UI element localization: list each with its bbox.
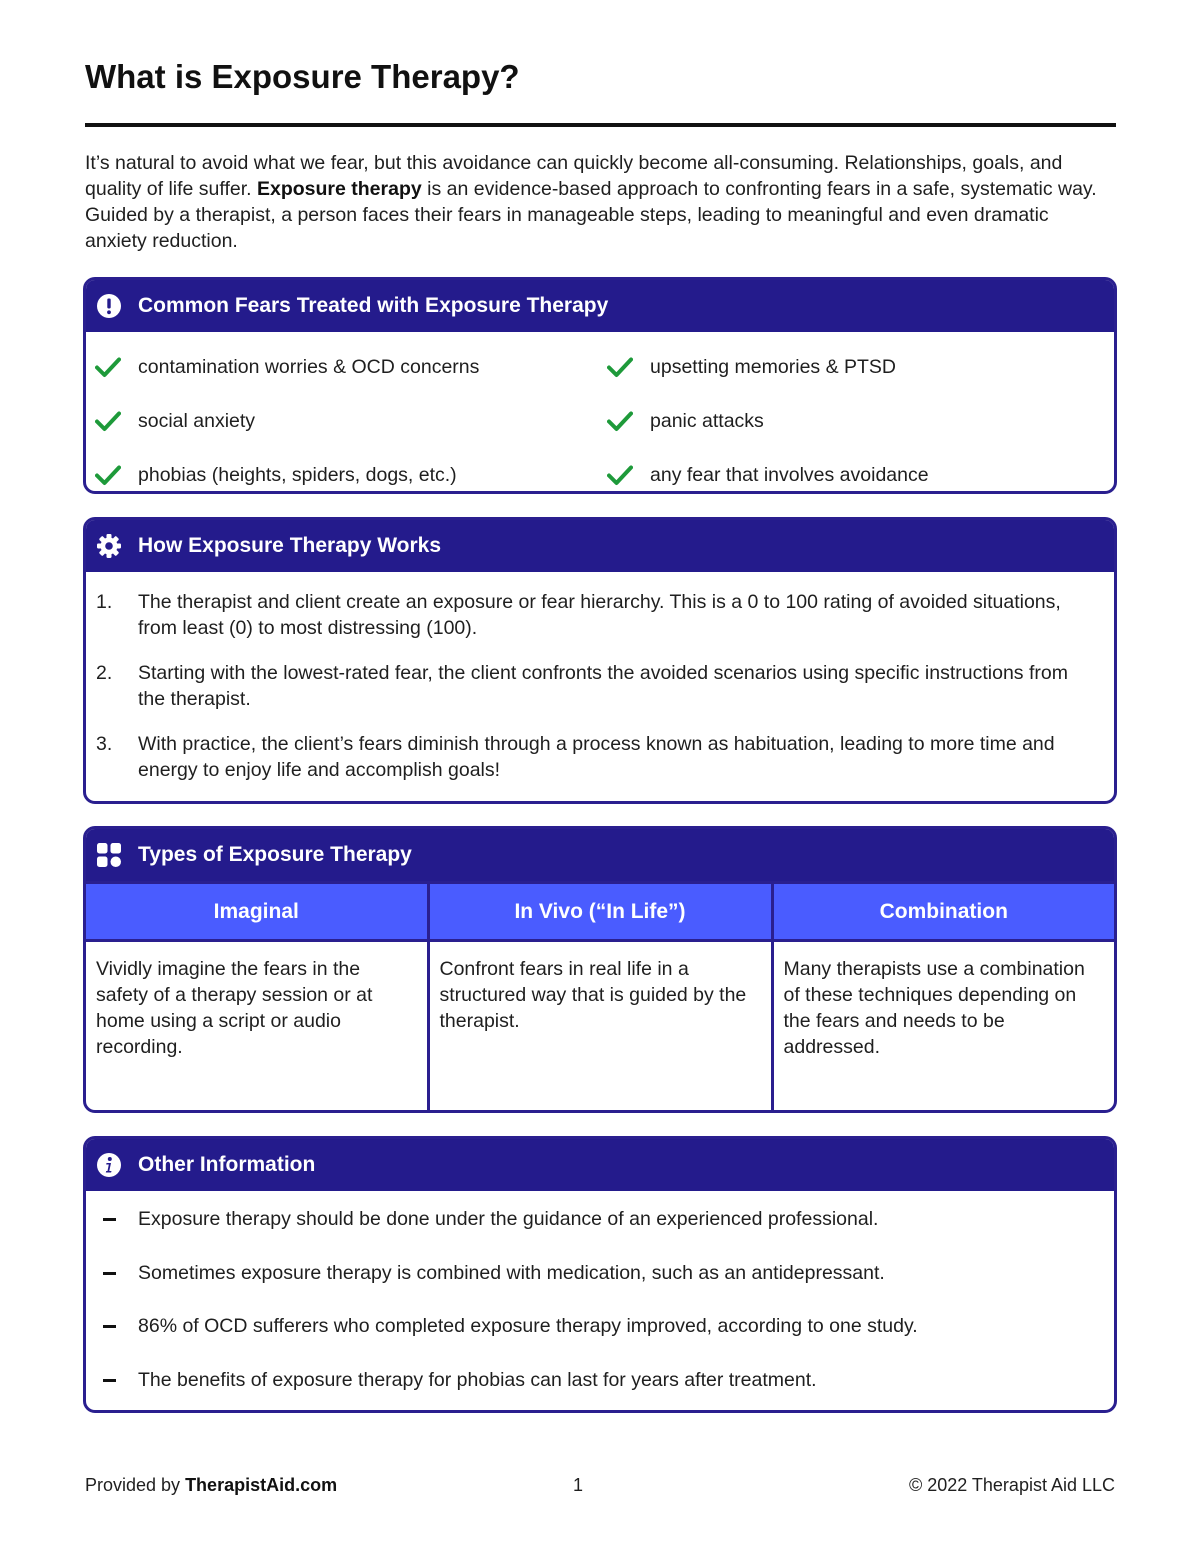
footer-provided-label: Provided by	[85, 1475, 186, 1495]
grid-icon	[96, 842, 122, 868]
info-item-text: Sometimes exposure therapy is combined with medication, such as an antidepressant.	[138, 1261, 885, 1284]
step-item	[96, 590, 1074, 641]
dash-bullet	[103, 1218, 116, 1221]
how-it-works-card	[83, 517, 1117, 804]
footer-copyright: © 2022 Therapist Aid LLC	[908, 1475, 1115, 1495]
title-divider	[85, 123, 1116, 127]
checkmark-icon	[607, 464, 637, 486]
common-fears-title: Common Fears Treated with Exposure Therapy	[138, 294, 609, 317]
dash-bullet	[103, 1272, 116, 1275]
checkmark-icon	[95, 464, 125, 486]
other-info-list	[86, 1191, 1114, 1407]
fears-list	[86, 332, 1114, 494]
type-column-header: In Vivo (“In Life”)	[428, 883, 772, 941]
exclamation-circle-icon	[96, 293, 122, 319]
fear-item-label: panic attacks	[650, 409, 764, 432]
fear-item-label: contamination worries & OCD concerns	[138, 355, 480, 378]
dash-bullet	[103, 1325, 116, 1328]
checkmark-icon	[95, 356, 125, 378]
step-number: 3.	[96, 733, 113, 755]
types-table-row	[86, 941, 1114, 1114]
info-item-text: The benefits of exposure therapy for phobias can last for years after treatment.	[138, 1368, 817, 1391]
intro-bold-term: Exposure therapy	[257, 178, 422, 200]
types-table-header-row	[86, 883, 1114, 941]
fear-item	[86, 448, 598, 494]
how-it-works-title: How Exposure Therapy Works	[138, 534, 442, 557]
info-item	[86, 1247, 1114, 1301]
info-item	[86, 1193, 1114, 1247]
checkmark-icon	[607, 356, 637, 378]
common-fears-header	[86, 280, 1114, 332]
footer-provided-by	[85, 1475, 337, 1496]
step-text: The therapist and client create an exposure or fear hierarchy. This is a 0 to 100 rating of avoided situations, from least (0) to most distressing (100).	[138, 591, 1061, 639]
step-item	[96, 732, 1074, 783]
footer-page-number: 1	[573, 1475, 584, 1495]
how-it-works-header	[86, 520, 1114, 572]
fear-item	[598, 340, 1110, 394]
checkmark-icon	[607, 410, 637, 432]
common-fears-card	[83, 277, 1117, 494]
other-info-title: Other Information	[138, 1153, 316, 1176]
steps-list	[86, 572, 1114, 783]
info-item	[86, 1354, 1114, 1408]
info-item	[86, 1300, 1114, 1354]
intro-text-1: It’s natural to avoid what we fear, but this avoidance can quickly become all-consuming. Relationships, goals, and quality of life suffer.	[85, 152, 1063, 200]
type-description: Many therapists use a combination of these techniques depending on the fears and needs to be addressed.	[772, 941, 1114, 1114]
type-description: Confront fears in real life in a structured way that is guided by the therapist.	[428, 941, 772, 1114]
info-item-text: 86% of OCD sufferers who completed exposure therapy improved, according to one study.	[138, 1315, 918, 1338]
info-circle-icon	[96, 1152, 122, 1178]
other-info-card	[83, 1136, 1117, 1413]
step-text: Starting with the lowest-rated fear, the client confronts the avoided scenarios using specific instructions from the therapist.	[138, 662, 1068, 710]
types-card	[83, 826, 1117, 1113]
info-item-text: Exposure therapy should be done under the guidance of an experienced professional.	[138, 1208, 879, 1231]
dash-bullet	[103, 1379, 116, 1382]
types-table	[86, 881, 1114, 1113]
fear-item	[598, 448, 1110, 494]
type-column-header: Combination	[772, 883, 1114, 941]
fear-item-label: any fear that involves avoidance	[650, 463, 929, 486]
step-number: 2.	[96, 662, 113, 684]
page-title: What is Exposure Therapy?	[85, 58, 520, 95]
intro-paragraph	[85, 150, 1115, 254]
checkmark-icon	[95, 410, 125, 432]
types-header	[86, 829, 1114, 881]
gear-icon	[96, 533, 122, 559]
type-column-header: Imaginal	[86, 883, 428, 941]
step-number: 1.	[96, 591, 113, 613]
type-description: Vividly imagine the fears in the safety of a therapy session or at home using a script or audio recording.	[86, 941, 428, 1114]
fear-item-label: upsetting memories & PTSD	[650, 355, 897, 378]
footer-site-link[interactable]: TherapistAid.com	[185, 1475, 338, 1495]
intro-text-2: is an evidence-based approach to confronting fears in a safe, systematic way. Guided by a therapist, a person faces their fears in manageable steps, leading to meaningful and even dramatic anxiety reduction.	[85, 178, 1097, 252]
fear-item	[598, 394, 1110, 448]
page-footer	[85, 1475, 1115, 1499]
fear-item-label: phobias (heights, spiders, dogs, etc.)	[138, 463, 457, 486]
types-title: Types of Exposure Therapy	[138, 843, 412, 866]
fear-item	[86, 394, 598, 448]
other-info-header	[86, 1139, 1114, 1191]
step-item	[96, 661, 1074, 712]
step-text: With practice, the client’s fears diminish through a process known as habituation, leading to more time and energy to enjoy life and accomplish goals!	[138, 733, 1055, 781]
fear-item-label: social anxiety	[138, 409, 256, 432]
fear-item	[86, 340, 598, 394]
